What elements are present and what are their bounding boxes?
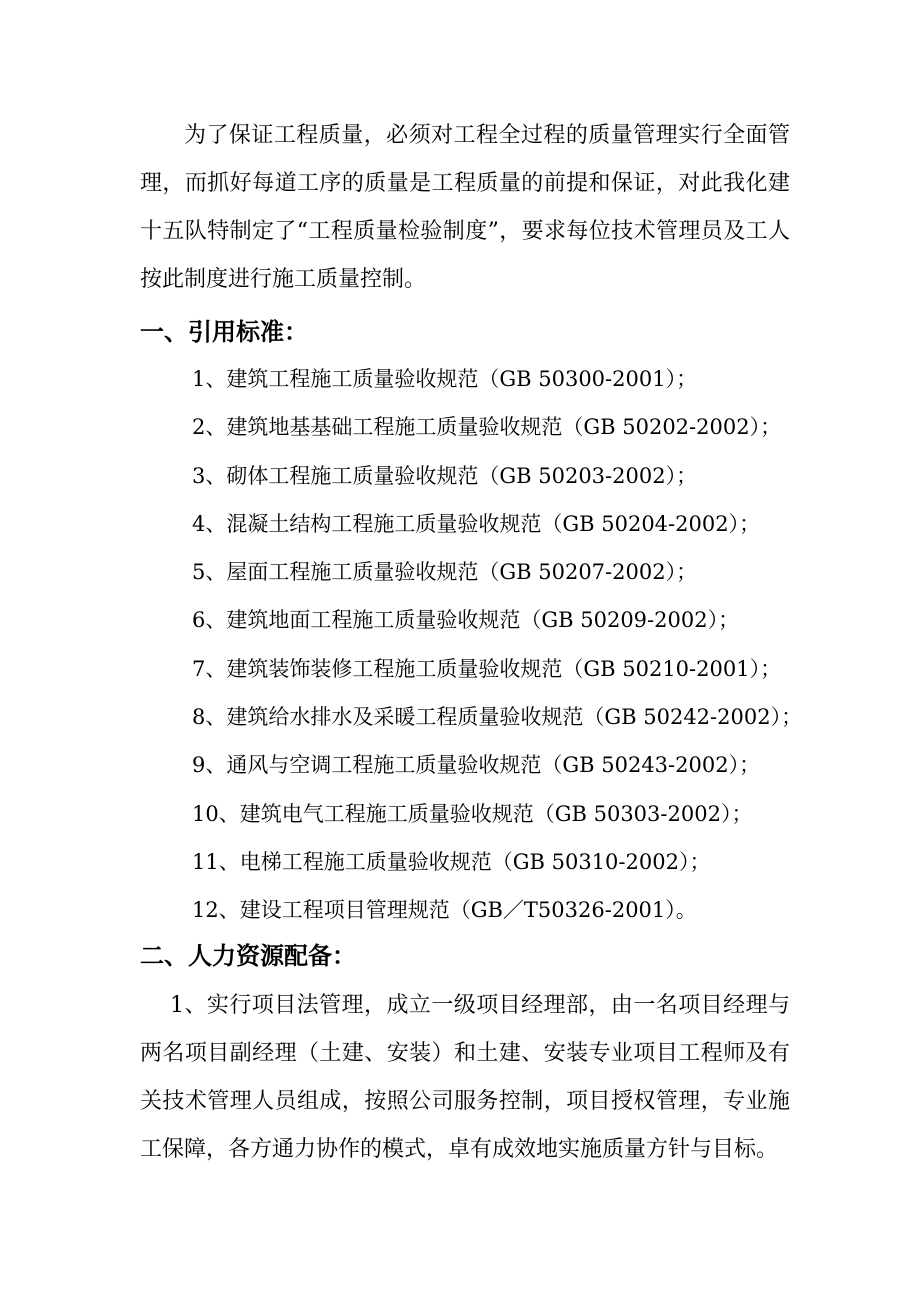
list-item: 2、建筑地基基础工程施工质量验收规范（GB 50202-2002）； xyxy=(192,415,782,440)
list-item: 5、屋面工程施工质量验收规范（GB 50207-2002）； xyxy=(192,560,698,585)
list-item: 3、砌体工程施工质量验收规范（GB 50203-2002）； xyxy=(192,463,698,488)
standards-list xyxy=(192,355,802,935)
list-item: 8、建筑给水排水及采暖工程质量验收规范（GB 50242-2002）； xyxy=(192,705,803,730)
list-item: 7、建筑装饰装修工程施工质量验收规范（GB 50210-2001）； xyxy=(192,656,782,681)
list-item: 12、建设工程项目管理规范（GB／T50326-2001）。 xyxy=(192,898,697,923)
section-heading-standards: 一、引用标准： xyxy=(140,318,308,346)
list-item: 6、建筑地面工程施工质量验收规范（GB 50209-2002）； xyxy=(192,608,740,633)
human-resources-paragraph: 1、实行项目法管理，成立一级项目经理部，由一名项目经理与两名项目副经理（土建、安装）和土建、安装专业项目工程师及有关技术管理人员组成，按照公司服务控制，项目授权管理，专业施工保障，各方通力协作的模式，卓有成效地实施质量方针与目标。 xyxy=(140,993,790,1162)
section-heading-human-resources: 二、人力资源配备： xyxy=(140,942,356,970)
list-item: 1、建筑工程施工质量验收规范（GB 50300-2001）； xyxy=(192,367,698,391)
intro-paragraph: 为了保证工程质量，必须对工程全过程的质量管理实行全面管理，而抓好每道工序的质量是工程质量的前提和保证，对此我化建十五队特制定了“工程质量检验制度”，要求每位技术管理员及工人按此制度进行施工质量控制。 xyxy=(140,123,790,292)
list-item: 4、混凝土结构工程施工质量验收规范（GB 50204-2002）； xyxy=(192,511,761,536)
list-item: 10、建筑电气工程施工质量验收规范（GB 50303-2002）； xyxy=(192,801,753,826)
list-item: 9、通风与空调工程施工质量验收规范（GB 50243-2002）； xyxy=(192,753,761,778)
list-item: 11、电梯工程施工质量验收规范（GB 50310-2002）； xyxy=(192,849,711,874)
